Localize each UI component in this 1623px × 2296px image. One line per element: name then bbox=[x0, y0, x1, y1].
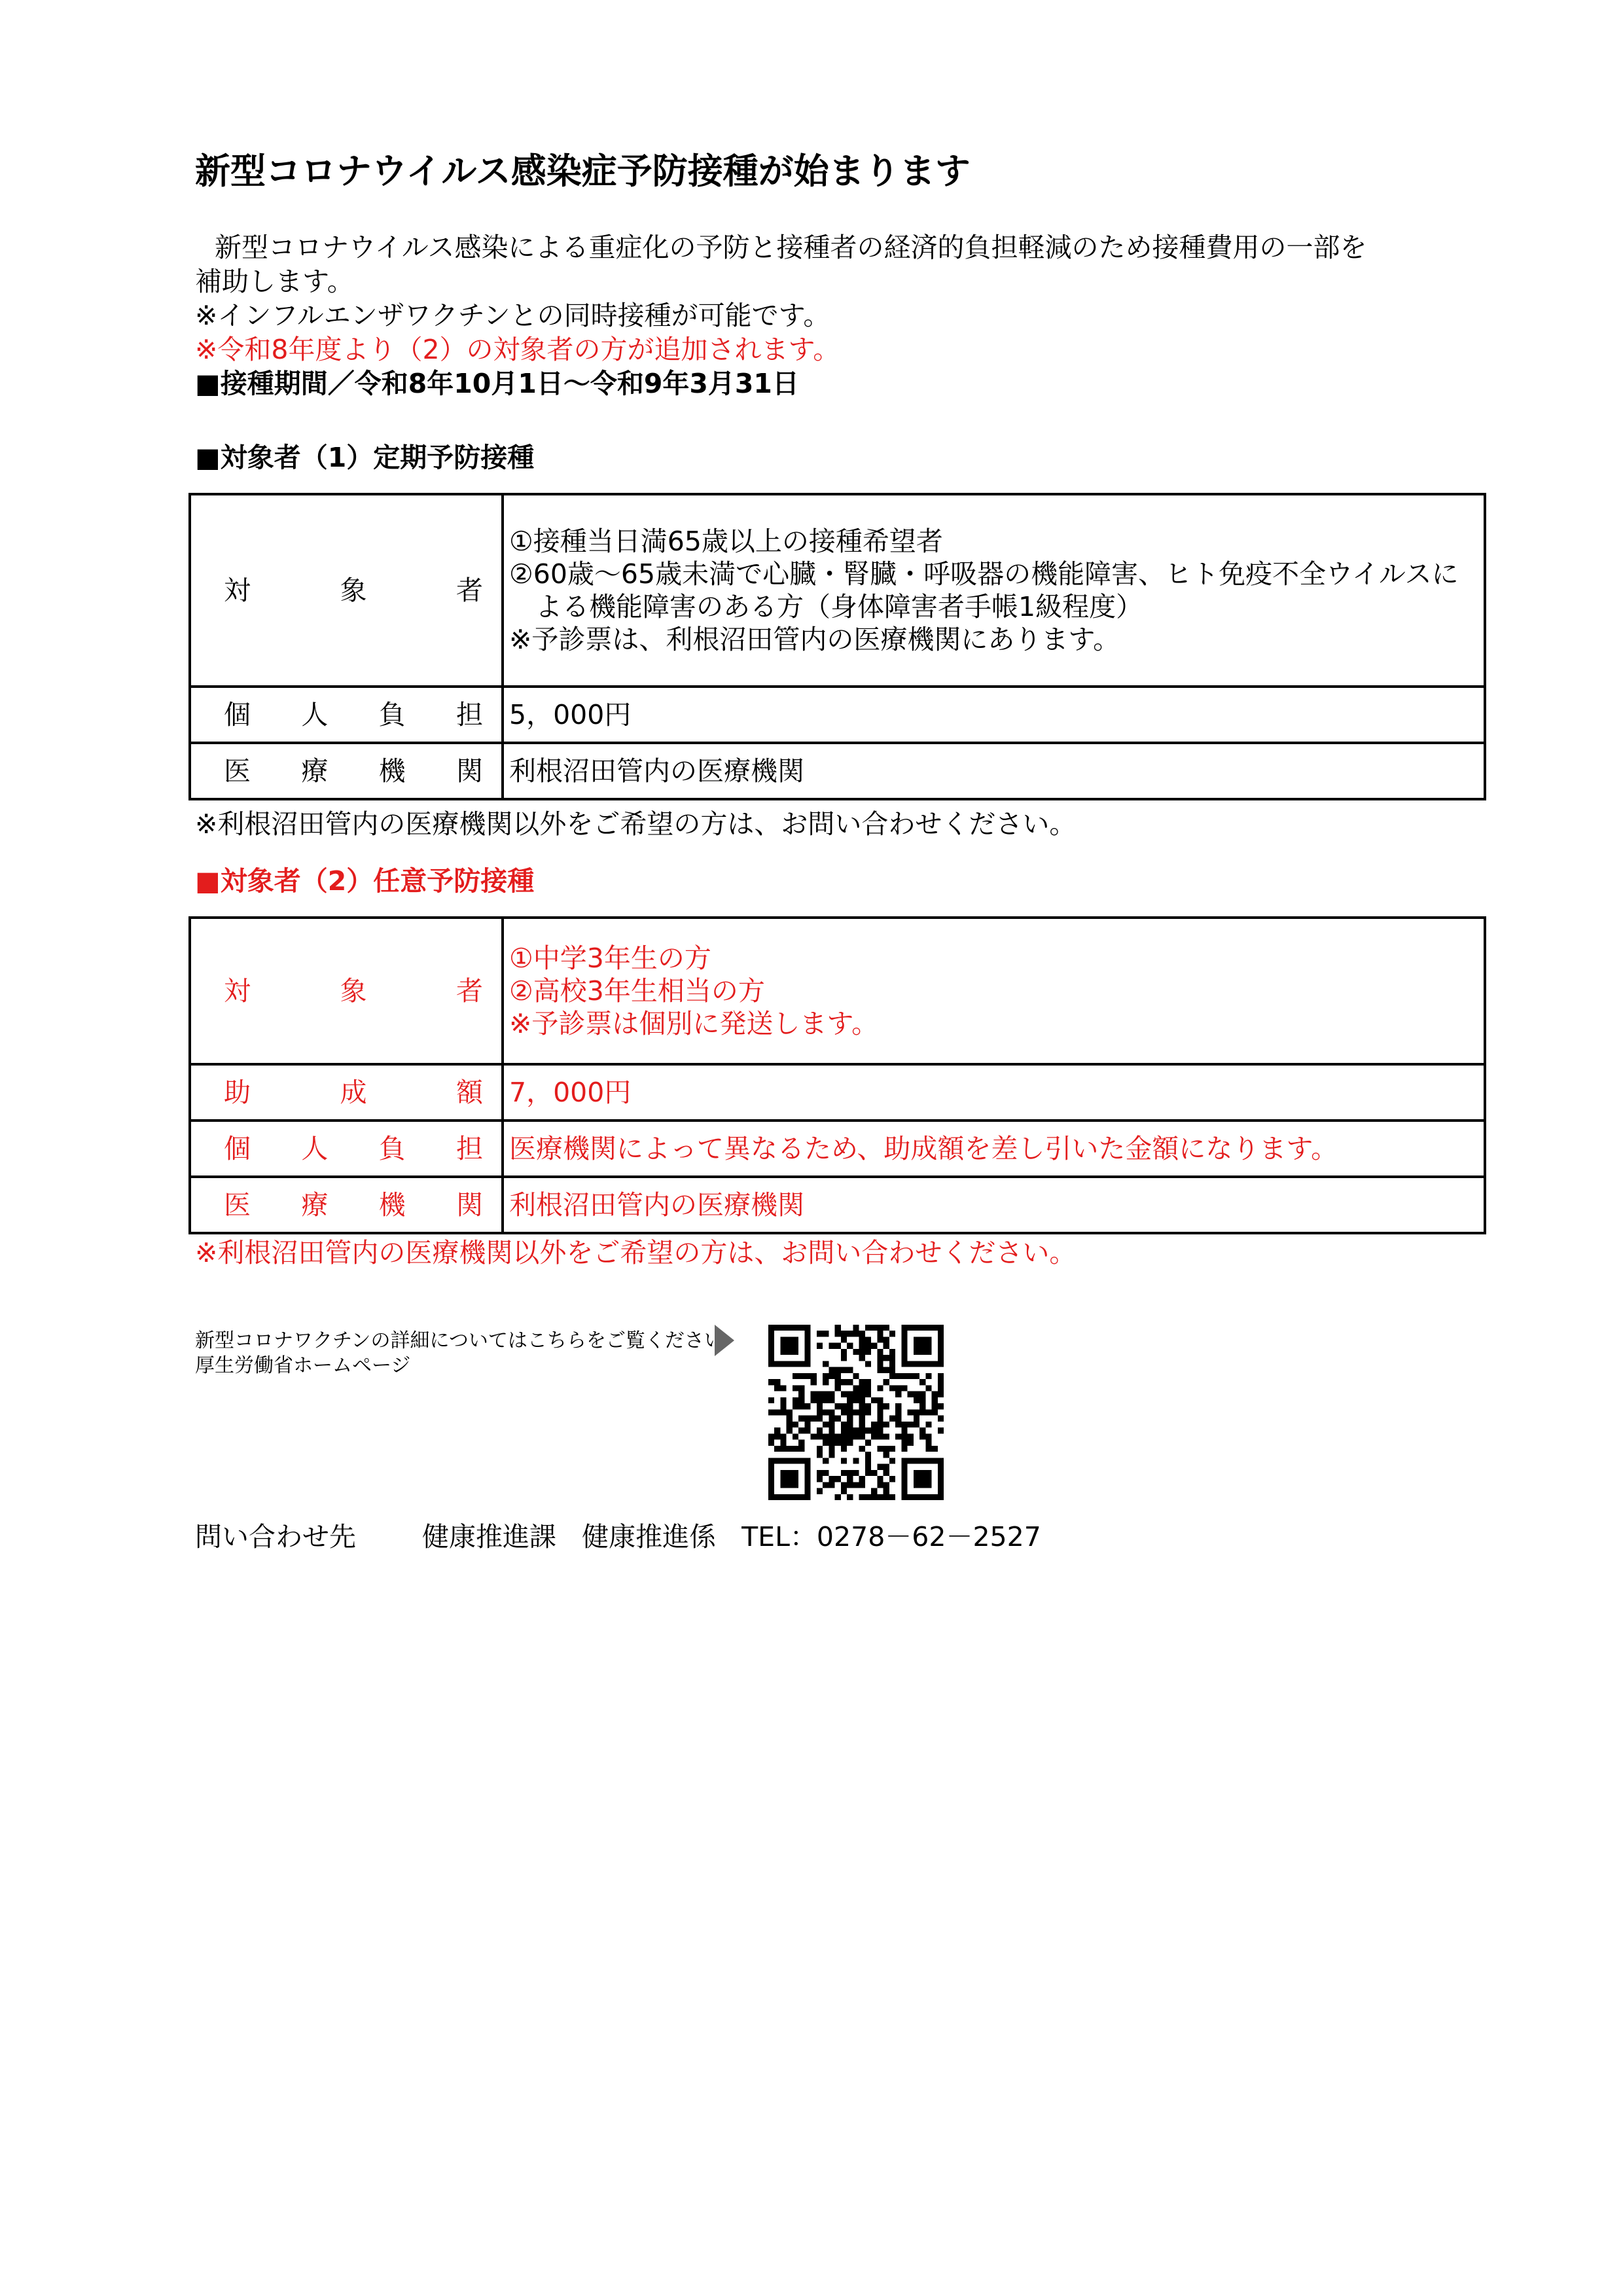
intro-line: 補助します。 bbox=[195, 266, 354, 297]
table-row bbox=[190, 494, 1485, 687]
cost-label: 個 人 負 担 bbox=[190, 1121, 503, 1177]
facility-label: 医 療 機 関 bbox=[190, 1177, 503, 1233]
contact-tel: TEL：0278－62－2527 bbox=[741, 1521, 1041, 1552]
vaccine-info-line: 新型コロナワクチンの詳細についてはこちらをご覧ください bbox=[195, 1329, 724, 1352]
mhlw-homepage-label: 厚生労働省ホームページ bbox=[195, 1354, 411, 1377]
section1-note: ※利根沼田管内の医療機関以外をご希望の方は、お問い合わせください。 bbox=[195, 808, 1077, 840]
target-label: 対 象 者 bbox=[190, 494, 503, 687]
contact-info bbox=[195, 1520, 1041, 1554]
section2-heading: ■対象者（2）任意予防接種 bbox=[195, 865, 535, 897]
subsidy-label: 助 成 額 bbox=[190, 1064, 503, 1121]
table-row bbox=[190, 1121, 1485, 1177]
subsidy-value: 7，000円 bbox=[503, 1064, 1485, 1121]
section2-table bbox=[188, 916, 1486, 1234]
facility-value: 利根沼田管内の医療機関 bbox=[503, 1177, 1485, 1233]
section2-note: ※利根沼田管内の医療機関以外をご希望の方は、お問い合わせください。 bbox=[195, 1237, 1077, 1268]
target-label: 対 象 者 bbox=[190, 918, 503, 1064]
table-row bbox=[190, 743, 1485, 799]
facility-label: 医 療 機 関 bbox=[190, 743, 503, 799]
intro-red-notice: ※令和8年度より（2）の対象者の方が追加されます。 bbox=[195, 334, 840, 365]
table-row bbox=[190, 918, 1485, 1064]
vaccination-period: ■接種期間／令和8年10月1日～令和9年3月31日 bbox=[195, 368, 799, 399]
contact-section: 健康推進係 bbox=[582, 1521, 717, 1552]
table-row bbox=[190, 1064, 1485, 1121]
intro bbox=[195, 230, 1491, 401]
target-value: ①接種当日満65歳以上の接種希望者 ②60歳～65歳未満で心臓・腎臓・呼吸器の機能障害、ヒト免疫不全ウイルスに よる機能障害のある方（身体障害者手帳1級程度） ※予診票は、利根沼田管内の医療機関にあります。 bbox=[503, 494, 1485, 687]
arrow-right-icon bbox=[715, 1325, 734, 1356]
intro-line: ※インフルエンザワクチンとの同時接種が可能です。 bbox=[195, 300, 830, 331]
target-value: ①中学3年生の方 ②高校3年生相当の方 ※予診票は個別に発送します。 bbox=[503, 918, 1485, 1064]
cost-label: 個 人 負 担 bbox=[190, 687, 503, 743]
page-title: 新型コロナウイルス感染症予防接種が始まります bbox=[195, 151, 971, 192]
cost-value: 5，000円 bbox=[503, 687, 1485, 743]
contact-label: 問い合わせ先 bbox=[195, 1521, 356, 1552]
facility-value: 利根沼田管内の医療機関 bbox=[503, 743, 1485, 799]
vaccine-info bbox=[195, 1329, 724, 1378]
contact-department: 健康推進課 bbox=[422, 1521, 557, 1552]
intro-line: 新型コロナウイルス感染による重症化の予防と接種者の経済的負担軽減のため接種費用の一部を bbox=[215, 232, 1367, 263]
table-row bbox=[190, 1177, 1485, 1233]
table-row bbox=[190, 687, 1485, 743]
qr-code[interactable] bbox=[768, 1325, 944, 1500]
cost-value: 医療機関によって異なるため、助成額を差し引いた金額になります。 bbox=[503, 1121, 1485, 1177]
section1-table bbox=[188, 493, 1486, 800]
section1-heading: ■対象者（1）定期予防接種 bbox=[195, 442, 535, 473]
